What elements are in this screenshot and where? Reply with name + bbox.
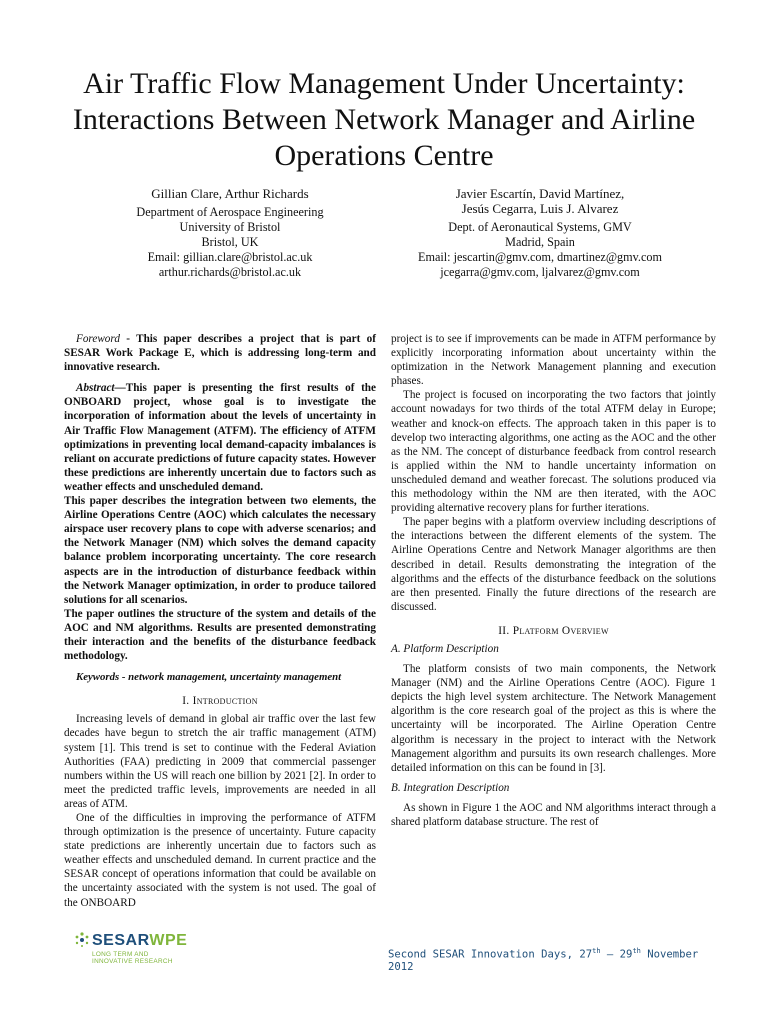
body-paragraph: As shown in Figure 1 the AOC and NM algorithms interact through a shared platform database structure. The rest of	[391, 801, 716, 828]
title-line: Interactions Between Network Manager and Airline	[72, 103, 696, 136]
foreword-label: Foreword	[76, 333, 120, 345]
subsection-heading: A. Platform Description	[391, 642, 499, 655]
email-line: Email: jescartin@gmv.com, dmartinez@gmv.com	[418, 250, 662, 264]
body-paragraph: The project is focused on incorporating the two factors that jointly account nowadays for two thirds of the total ATFM delay in Europe; weather and knock-on effects. The approach taken in this paper is to develop two interacting algorithms, one acting as the AOC and the other as the NM. The concept of disturbance feedback from control research is applied within the NM to handle uncertainty information on unscheduled demand and weather forecast. The solutions produced via this methodology within the NM are then iterated, with the AOC providing alternative recovery plans for further iterations.	[391, 389, 716, 515]
abstract-paragraph	[64, 381, 376, 494]
logo-tagline-line: LONG TERM AND	[92, 951, 149, 958]
body-paragraph: The paper begins with a platform overview including descriptions of the interactions between the different elements of the system. The Airline Operations Centre and Network Manager algorithms are then described in detail. Results demonstrating the integration of the algorithms and the effects of the disturbance feedback on the solutions are then presented. Finally the future directions of the research are discussed.	[391, 516, 716, 613]
abstract-paragraph: The paper outlines the structure of the system and details of the AOC and NM algorithms. Results are presented demonstrating their interaction and the benefits of the disturbance feedback methodology.	[64, 607, 376, 663]
foreword-text: - This paper describes a project that is part of SESAR Work Package E, which is addressing long-term and innovative research.	[64, 333, 376, 374]
logo-tagline	[92, 951, 173, 965]
superscript: th	[592, 947, 601, 955]
author-names: Javier Escartín, David Martínez,	[455, 186, 625, 201]
section-number: II.	[498, 624, 510, 637]
author-block-gmv	[380, 186, 700, 280]
logo-wordmark	[92, 932, 187, 950]
title-line: Air Traffic Flow Management Under Uncertainty:	[83, 67, 685, 100]
affiliation-line: Department of Aerospace Engineering	[136, 205, 324, 219]
email-line: jcegarra@gmv.com, ljalvarez@gmv.com	[440, 265, 640, 279]
foreword-paragraph	[64, 332, 376, 374]
body-paragraph: One of the difficulties in improving the performance of ATFM through optimization is the presence of uncertainty. Future capacity state predictions are inherently uncertain due to factors such as weather effects and unscheduled demand. In current practice and the SESAR concept of operations information that could be available on the uncertainty associated with the system is not used. The goal of the ONBOARD	[64, 812, 376, 909]
author-names: Jesús Cegarra, Luis J. Alvarez	[461, 201, 619, 216]
abstract-text: —This paper is presenting the first results of the ONBOARD project, whose goal is to investigate the incorporation of information about the levels of uncertainty in Air Traffic Flow Management (ATFM). The efficiency of ATFM optimizations in preventing local demand-capacity imbalances is reliant on accurate predictions of future capacity states. However these predictions are inherently uncertain due to factors such as weather effects and unscheduled demand.	[64, 382, 376, 493]
affiliation-line: Dept. of Aeronautical Systems, GMV	[448, 220, 632, 234]
affiliation-line: University of Bristol	[179, 220, 281, 234]
author-names: Gillian Clare, Arthur Richards	[151, 186, 309, 201]
body-paragraph: The platform consists of two main components, the Network Manager (NM) and the Airline Operations Centre (AOC). Figure 1 depicts the high level system architecture. The Network Management algorithm is the core research goal of the project as this is where the uncertainty will be incorporated. The Airline Operation Centre algorithm is necessary in the project to interact with the Network Management algorithm and pursuits its own research challenges. More detailed information on this can be found in [3].	[391, 663, 716, 774]
section-title: Introduction	[192, 695, 258, 708]
sesar-wpe-logo	[74, 932, 214, 968]
section-title: Platform Overview	[512, 624, 609, 637]
star-icon	[74, 932, 90, 948]
email-line: Email: gillian.clare@bristol.ac.uk	[147, 250, 313, 264]
keywords: Keywords - network management, uncertainty management	[76, 671, 342, 684]
body-paragraph: project is to see if improvements can be made in ATFM performance by explicitly incorporating information about uncertainty within the optimization in the Network Management planning and execution phases.	[391, 333, 716, 388]
section-heading-introduction	[64, 694, 376, 708]
author-block-bristol	[80, 186, 380, 280]
event-text: November 2012	[388, 948, 699, 973]
abstract-paragraph: This paper describes the integration between two elements, the Airline Operations Centre (AOC) which calculates the necessary airspace user recovery plans to cope with adverse scenarios; and the Network Manager (NM) which solves the demand capacity balance problem incorporating uncertainty. The core research aspects are in the introduction of disturbance feedback within the Network Manager optimization, in order to produce tailored solutions for all scenarios.	[64, 495, 376, 606]
event-footer	[388, 947, 718, 973]
subsection-heading: B. Integration Description	[391, 781, 510, 794]
body-paragraph: Increasing levels of demand in global air traffic over the last few decades have begun to stretch the air traffic management (ATM) system [1]. This trend is set to continue with the Federal Aviation Authorities (FAA) predicting in 2009 that commercial passenger numbers within the US will reach one billion by 2021 [2]. In order to meet the predicted traffic levels, improvements are needed in all areas of ATM.	[64, 713, 376, 810]
right-column	[391, 332, 716, 829]
affiliation-line: Madrid, Spain	[505, 235, 575, 249]
title-line: Operations Centre	[274, 139, 494, 172]
event-text: Second SESAR Innovation Days, 27	[388, 948, 593, 961]
affiliation-line: Bristol, UK	[201, 235, 259, 249]
logo-accent: WPE	[149, 932, 188, 949]
logo-tagline-line: INNOVATIVE RESEARCH	[92, 958, 173, 965]
logo-main: SESAR	[92, 932, 150, 949]
paper-title	[30, 66, 738, 174]
superscript: th	[632, 947, 641, 955]
left-column	[64, 332, 376, 910]
section-number: I.	[182, 695, 190, 708]
section-heading-platform-overview	[391, 624, 716, 638]
abstract-label: Abstract	[76, 382, 115, 395]
email-line: arthur.richards@bristol.ac.uk	[158, 265, 302, 279]
event-text: – 29	[600, 948, 633, 961]
